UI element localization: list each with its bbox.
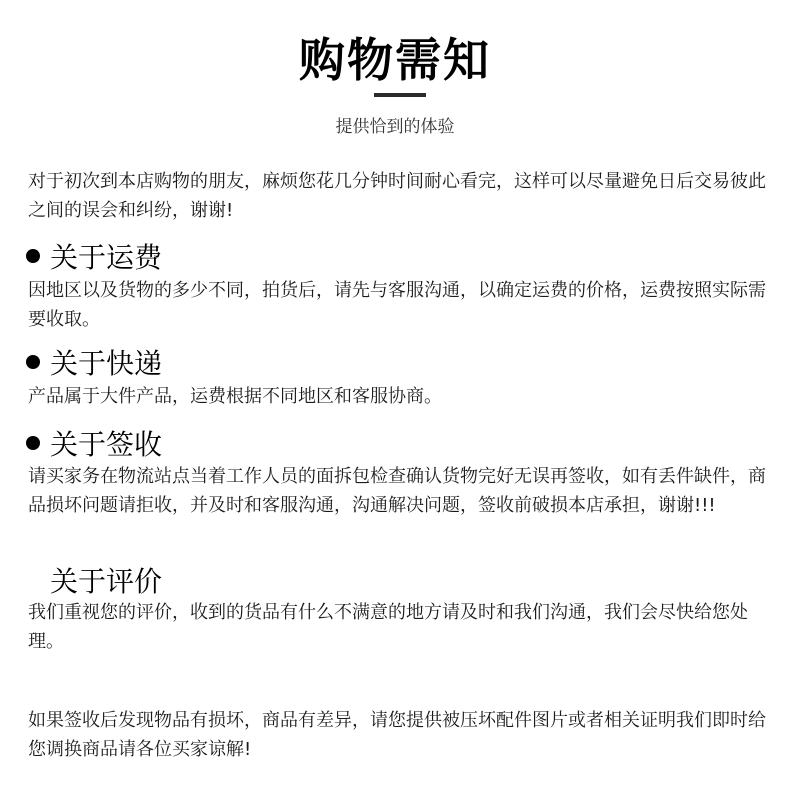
title-divider	[374, 93, 426, 97]
section-body-shipping-fee: 因地区以及货物的多少不同，拍货后，请先与客服沟通，以确定运费的价格，运费按照实际需要收取。	[28, 280, 766, 330]
bullet-icon	[26, 436, 40, 450]
footer-paragraph: 如果签收后发现物品有损坏，商品有差异，请您提供被压坏配件图片或者相关证明我们即时给您调换商品请各位买家谅解!	[28, 710, 766, 760]
section-heading-text: 关于运费	[50, 241, 163, 274]
section-body-express: 产品属于大件产品，运费根据不同地区和客服协商。	[28, 386, 442, 407]
section-heading-signing	[26, 428, 162, 462]
bullet-icon	[26, 355, 40, 369]
bullet-icon	[26, 249, 40, 263]
page-title: 购物需知	[299, 33, 491, 87]
page-subtitle: 提供恰到的体验	[335, 117, 455, 137]
section-body-review: 我们重视您的评价，收到的货品有什么不满意的地方请及时和我们沟通，我们会尽快给您处理。	[28, 602, 748, 652]
section-heading-express	[26, 347, 162, 381]
section-heading-text: 关于快递	[50, 347, 163, 380]
section-heading-shipping-fee	[26, 241, 162, 275]
intro-paragraph: 对于初次到本店购物的朋友，麻烦您花几分钟时间耐心看完，这样可以尽量避免日后交易彼此之间的误会和纠纷，谢谢!	[28, 171, 766, 221]
section-heading-text: 关于签收	[50, 428, 163, 461]
section-heading-review	[50, 565, 162, 599]
section-body-signing: 请买家务在物流站点当着工作人员的面拆包检查确认货物完好无误再签收，如有丢件缺件，商品损坏问题请拒收，并及时和客服沟通，沟通解决问题，签收前破损本店承担，谢谢!!!	[28, 466, 766, 516]
section-heading-text: 关于评价	[50, 565, 163, 598]
